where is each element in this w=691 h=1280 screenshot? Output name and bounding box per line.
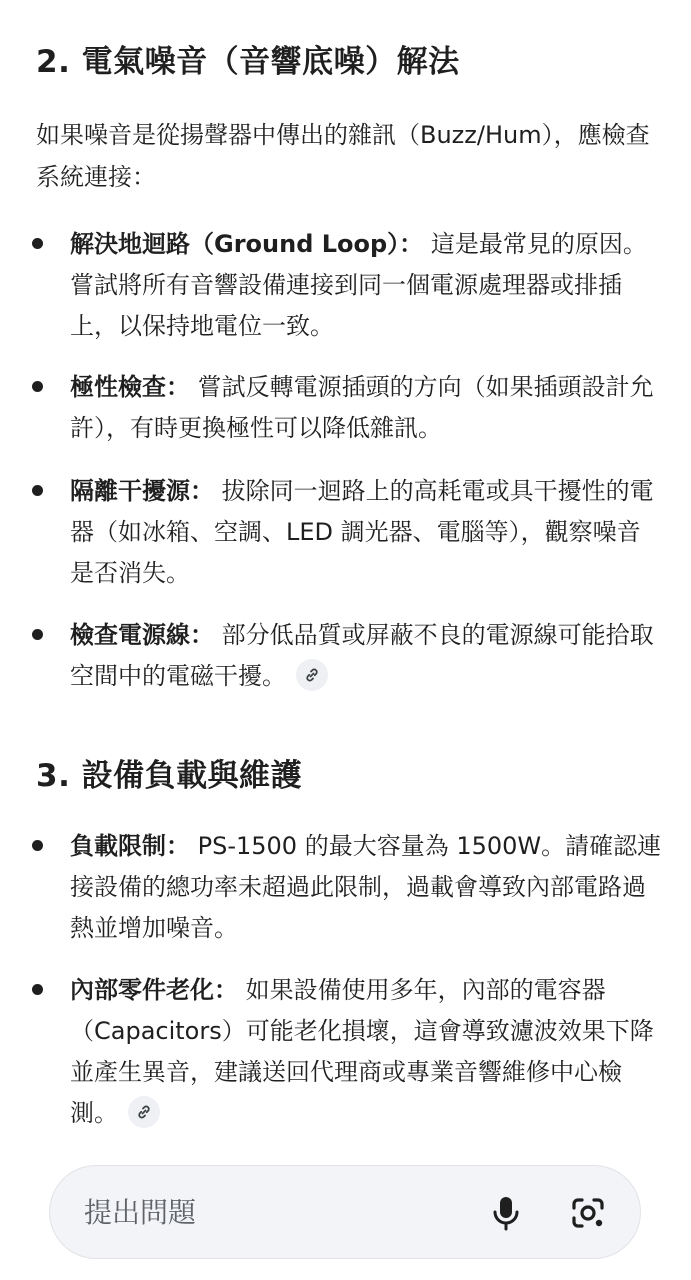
bullet-text	[70, 224, 662, 347]
bullet-dot	[32, 629, 43, 640]
mic-button[interactable]	[488, 1194, 524, 1232]
bullet-body: 如果設備使用多年，內部的電容器（Capacitors）可能老化損壞，這會導致濾波效果下降並產生異音，建議送回代理商或專業音響維修中心檢測。	[70, 976, 654, 1127]
bullet-text	[70, 367, 662, 449]
source-link-button[interactable]	[296, 659, 328, 691]
bullet-dot	[32, 485, 43, 496]
bullet-dot	[32, 840, 43, 851]
bullet-body: 部分低品質或屏蔽不良的電源線可能拾取空間中的電磁干擾。	[70, 621, 654, 690]
bullet-dot	[32, 984, 43, 995]
bullet-body: 這是最常見的原因。嘗試將所有音響設備連接到同一個電源處理器或排插上，以保持地電位一致。	[70, 230, 647, 340]
bullet-body: 嘗試反轉電源插頭的方向（如果插頭設計允許），有時更換極性可以降低雜訊。	[70, 373, 654, 442]
bullet-title: 解決地迴路（Ground Loop）：	[70, 230, 424, 258]
bullet-title: 隔離干擾源：	[70, 477, 214, 505]
prompt-input-placeholder[interactable]: 提出問題	[84, 1196, 197, 1229]
bullet-title: 負載限制：	[70, 832, 190, 860]
link-icon	[304, 667, 320, 683]
bullet-dot	[32, 381, 43, 392]
bullet-text	[70, 471, 662, 594]
bullet-body: 拔除同一迴路上的高耗電或具干擾性的電器（如冰箱、空調、LED 調光器、電腦等），觀察噪音是否消失。	[70, 477, 654, 587]
camera-lens-button[interactable]	[568, 1194, 608, 1232]
bullet-text	[70, 826, 662, 949]
section-intro: 如果噪音是從揚聲器中傳出的雜訊（Buzz/Hum），應檢查系統連接：	[36, 121, 650, 191]
section-heading-load-maintenance: 3. 設備負載與維護	[36, 758, 303, 794]
bullet-dot	[32, 238, 43, 249]
camera-lens-icon	[568, 1194, 608, 1232]
section-heading-electrical-noise: 2. 電氣噪音（音響底噪）解法	[36, 44, 460, 80]
bullet-text	[70, 970, 662, 1134]
bullet-title: 極性檢查：	[70, 373, 190, 401]
bullet-title: 內部零件老化：	[70, 976, 238, 1004]
link-icon	[136, 1104, 152, 1120]
source-link-button[interactable]	[128, 1096, 160, 1128]
mic-icon	[488, 1194, 524, 1232]
bullet-body: PS-1500 的最大容量為 1500W。請確認連接設備的總功率未超過此限制，過載會導致內部電路過熱並增加噪音。	[70, 832, 662, 942]
bullet-text	[70, 615, 662, 697]
bullet-title: 檢查電源線：	[70, 621, 214, 649]
prompt-input-bar[interactable]	[49, 1165, 641, 1259]
